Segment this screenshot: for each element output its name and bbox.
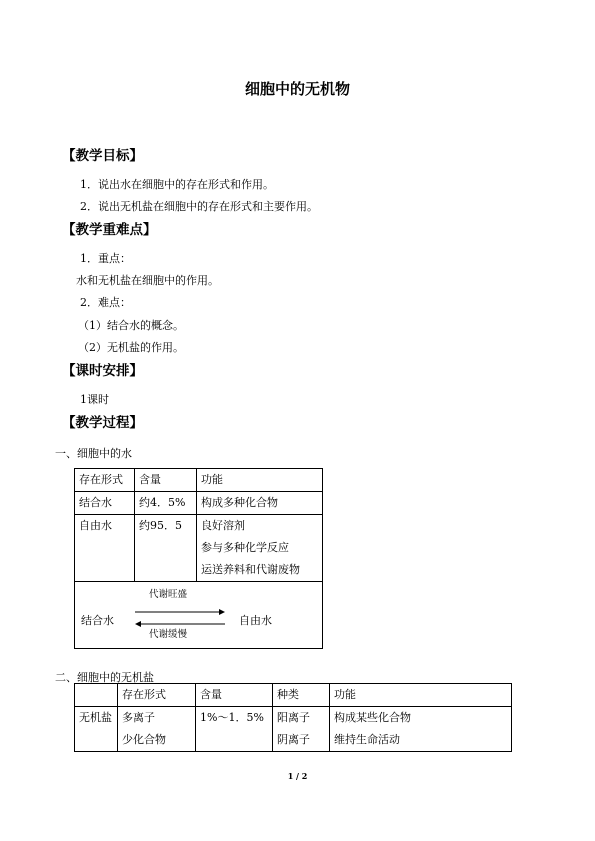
table-cell [330, 707, 512, 752]
conversion-bottom-label: 代谢缓慢 [149, 629, 188, 640]
table-row [75, 515, 323, 582]
table-header-cell: 含量 [196, 684, 273, 707]
table-cell: 1%～1．5% [196, 707, 273, 752]
table-cell: 约4．5% [135, 492, 197, 515]
function-line: 良好溶剂 [201, 519, 245, 532]
schedule-heading: 【课时安排】 [62, 363, 143, 379]
goal-item-1: 1．说出水在细胞中的存在形式和作用。 [80, 178, 274, 191]
function-line: 维持生命活动 [334, 733, 400, 746]
function-line: 参与多种化学反应 [201, 541, 289, 554]
table-cell [197, 515, 323, 582]
salts-table [74, 683, 512, 752]
water-table [74, 468, 323, 649]
table-cell: 自由水 [75, 515, 135, 582]
table-cell: 构成多种化合物 [197, 492, 323, 515]
keypoint-line-1: 1．重点： [80, 252, 131, 265]
table-cell: 约95．5 [135, 515, 197, 582]
keypoint-line-2: 水和无机盐在细胞中的作用。 [76, 274, 219, 287]
keypoints-heading: 【教学重难点】 [62, 222, 157, 238]
table-row [75, 469, 323, 492]
goals-heading: 【教学目标】 [62, 148, 143, 164]
conversion-arrows [133, 606, 227, 630]
table-cell [118, 707, 196, 752]
table-header-cell: 种类 [273, 684, 330, 707]
type-line: 阴离子 [277, 733, 310, 746]
right-arrow-icon [135, 609, 225, 615]
page-number: 1 / 2 [287, 771, 308, 781]
left-arrow-icon [135, 621, 225, 627]
salts-section-heading: 二、细胞中的无机盐 [55, 671, 154, 684]
table-cell: 结合水 [75, 492, 135, 515]
keypoint-line-5: （2）无机盐的作用。 [78, 341, 184, 354]
table-row [75, 707, 512, 752]
type-line: 阳离子 [277, 711, 310, 724]
table-cell: 无机盐 [75, 707, 118, 752]
function-line: 构成某些化合物 [334, 711, 411, 724]
table-cell [273, 707, 330, 752]
keypoint-line-4: （1）结合水的概念。 [78, 319, 184, 332]
table-row [75, 582, 323, 649]
goal-item-2: 2．说出无机盐在细胞中的存在形式和主要作用。 [80, 200, 318, 213]
form-line: 多离子 [122, 711, 155, 724]
table-header-cell: 存在形式 [75, 469, 135, 492]
document-title: 细胞中的无机物 [244, 80, 350, 98]
conversion-left-label: 结合水 [81, 614, 114, 627]
table-header-cell: 功能 [197, 469, 323, 492]
conversion-cell [75, 582, 323, 649]
conversion-top-label: 代谢旺盛 [149, 589, 188, 600]
table-row [75, 684, 512, 707]
conversion-right-label: 自由水 [239, 614, 272, 627]
schedule-text: 1课时 [80, 393, 109, 406]
conversion-diagram [75, 582, 322, 648]
water-section-heading: 一、细胞中的水 [55, 447, 132, 460]
process-heading: 【教学过程】 [62, 415, 143, 431]
function-line: 运送养料和代谢废物 [201, 563, 300, 576]
table-header-cell [75, 684, 118, 707]
form-line: 少化合物 [122, 733, 166, 746]
table-header-cell: 存在形式 [118, 684, 196, 707]
table-header-cell: 含量 [135, 469, 197, 492]
keypoint-line-3: 2．难点： [80, 296, 131, 309]
table-row [75, 492, 323, 515]
table-header-cell: 功能 [330, 684, 512, 707]
